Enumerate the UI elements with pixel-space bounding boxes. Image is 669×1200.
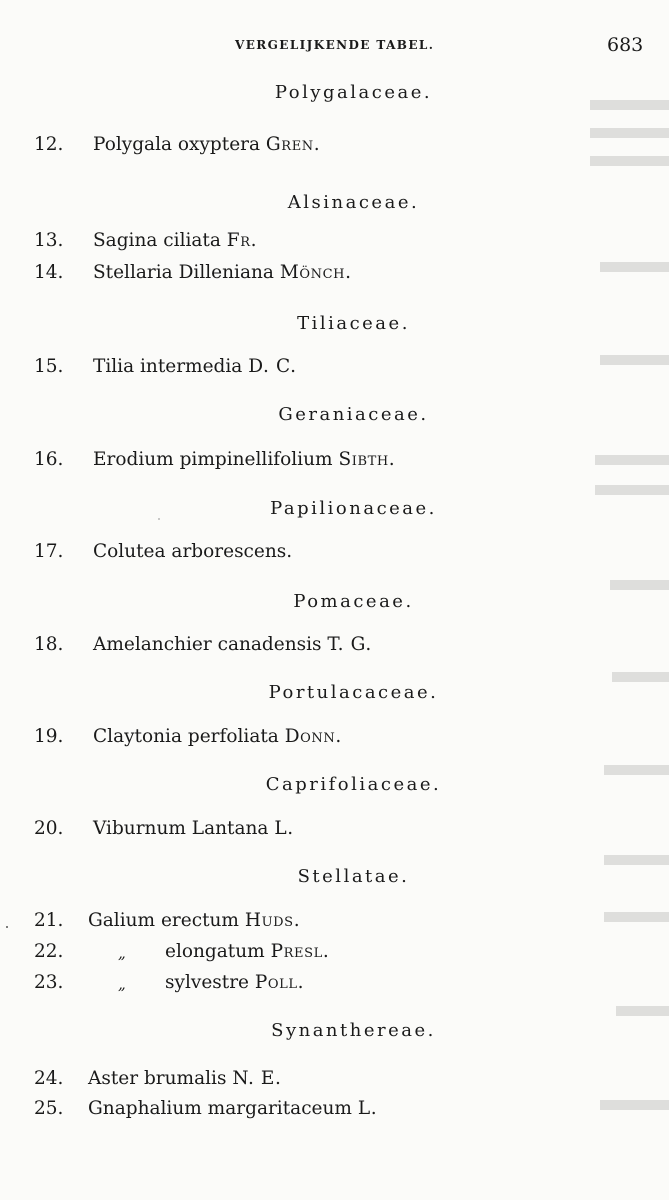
entry-number: 19. [34, 726, 64, 747]
author-abbrev: N. E. [232, 1068, 282, 1089]
species-name: Erodium pimpinellifolium Sibth. [93, 449, 396, 470]
author-abbrev: Presl. [270, 941, 330, 962]
entry-number: 16. [34, 449, 64, 470]
species-name: Gnaphalium margaritaceum L. [88, 1098, 378, 1119]
author-abbrev: Donn. [284, 726, 342, 747]
entry-number: 17. [34, 541, 64, 562]
species-name: Stellaria Dilleniana Mönch. [93, 262, 352, 283]
species-name: Sagina ciliata Fr. [93, 230, 258, 251]
entry-number: 15. [34, 356, 64, 377]
family-heading: Pomaceae. [293, 591, 414, 612]
author-abbrev: D. C. [248, 356, 297, 377]
page-number: 683 [607, 34, 644, 56]
species-name: Polygala oxyptera Gren. [93, 134, 321, 155]
species-name: elongatum Presl. [165, 941, 330, 962]
ink-speck [158, 518, 160, 520]
species-name: Aster brumalis N. E. [88, 1068, 282, 1089]
species-name: Claytonia perfoliata Donn. [93, 726, 342, 747]
species-name: sylvestre Poll. [165, 972, 305, 993]
family-heading: Alsinaceae. [287, 192, 420, 213]
species-name: Galium erectum Huds. [88, 910, 301, 931]
family-heading: Caprifoliaceae. [265, 774, 442, 795]
ditto-mark: „ [118, 944, 126, 962]
entry-number: 21. [34, 910, 64, 931]
entry-number: 23. [34, 972, 64, 993]
ink-speck [6, 926, 8, 928]
entry-number: 13. [34, 230, 64, 251]
family-heading: Papilionaceae. [270, 498, 437, 519]
author-abbrev: Mönch. [279, 262, 352, 283]
family-heading: Polygalaceae. [274, 82, 433, 103]
author-abbrev: Huds. [244, 910, 301, 931]
entry-number: 25. [34, 1098, 64, 1119]
family-heading: Synanthereae. [271, 1020, 436, 1041]
running-title: VERGELIJKENDE TABEL. [235, 38, 435, 52]
author-abbrev: T. G. [327, 634, 372, 655]
species-name: Viburnum Lantana L. [93, 818, 294, 839]
entry-number: 14. [34, 262, 64, 283]
species-name: Tilia intermedia D. C. [93, 356, 297, 377]
family-heading: Stellatae. [297, 866, 410, 887]
author-abbrev: Sibth. [338, 449, 396, 470]
ditto-mark: „ [118, 975, 126, 993]
entry-number: 20. [34, 818, 64, 839]
entry-number: 22. [34, 941, 64, 962]
author-abbrev: Poll. [254, 972, 305, 993]
author-abbrev: L. [357, 1098, 378, 1119]
species-name: Colutea arborescens. [93, 541, 293, 562]
family-heading: Tiliaceae. [297, 313, 410, 334]
family-heading: Portulacaceae. [268, 682, 439, 703]
family-heading: Geraniaceae. [278, 404, 429, 425]
entry-number: 24. [34, 1068, 64, 1089]
author-abbrev: Fr. [226, 230, 258, 251]
author-abbrev: Gren. [265, 134, 321, 155]
entry-number: 18. [34, 634, 64, 655]
author-abbrev: L. [274, 818, 294, 839]
species-name: Amelanchier canadensis T. G. [93, 634, 372, 655]
entry-number: 12. [34, 134, 64, 155]
